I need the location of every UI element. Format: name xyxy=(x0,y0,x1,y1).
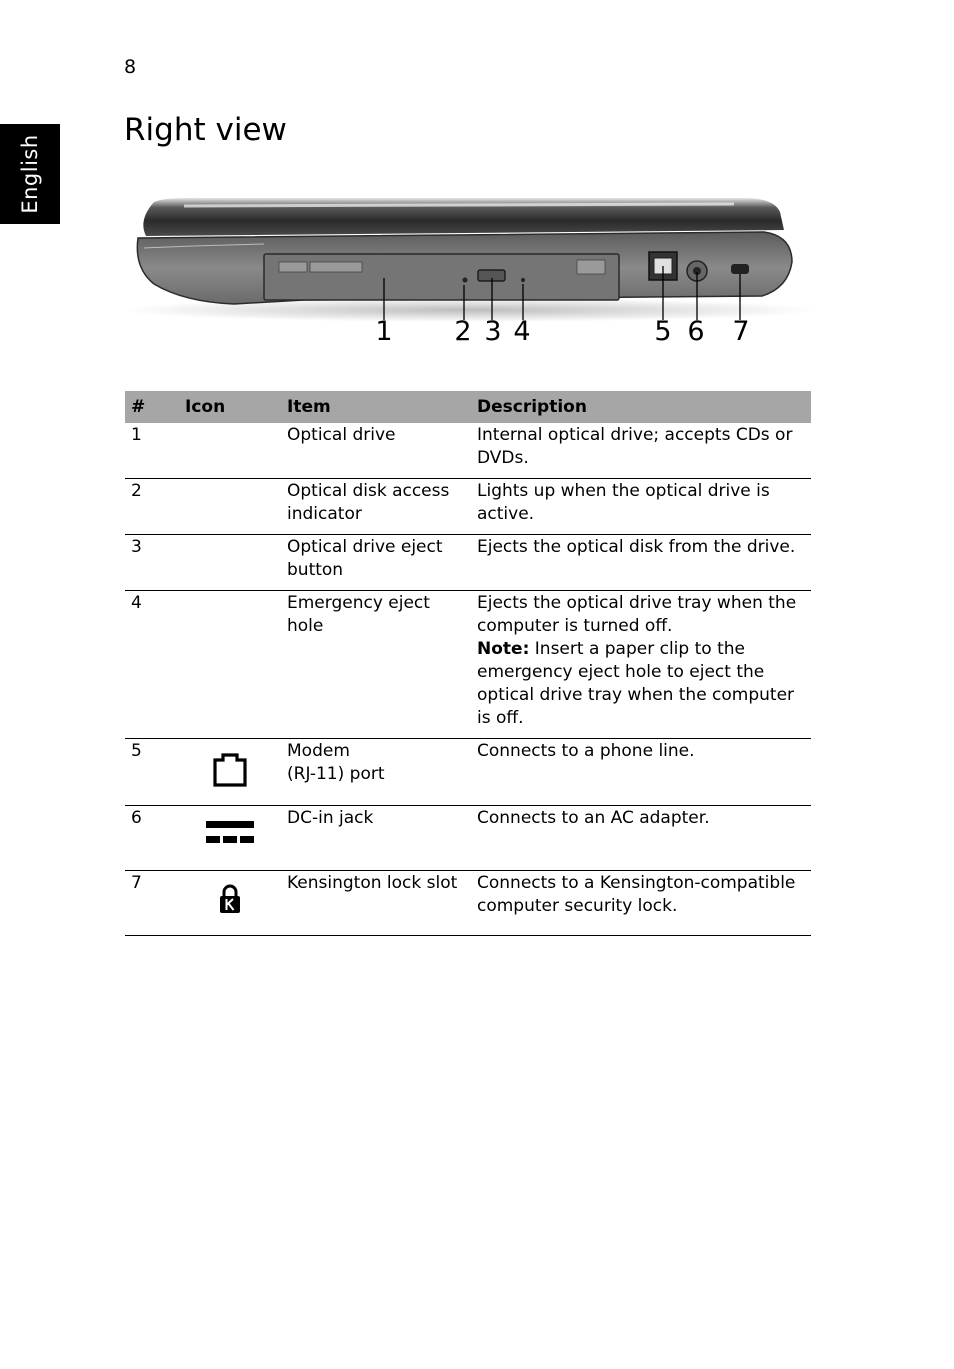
kensington-lock-icon xyxy=(218,884,242,914)
note-label: Note: xyxy=(477,639,530,659)
table-row xyxy=(125,423,811,479)
table-header-row xyxy=(125,391,811,423)
row-item: Optical drive xyxy=(281,423,471,479)
note-text: Insert a paper clip to the emergency eject hole to eject the optical drive tray when the computer is off. xyxy=(477,639,795,728)
callout-1: 1 xyxy=(375,316,393,347)
callout-6: 6 xyxy=(687,316,705,347)
row-number: 7 xyxy=(125,871,179,936)
table-row xyxy=(125,871,811,936)
row-icon-cell xyxy=(179,479,281,535)
row-icon-cell xyxy=(179,739,281,806)
header-number: # xyxy=(125,391,179,423)
row-number: 1 xyxy=(125,423,179,479)
table-row xyxy=(125,591,811,739)
row-icon-cell xyxy=(179,423,281,479)
table-row xyxy=(125,479,811,535)
row-description: Connects to a phone line. xyxy=(471,739,811,806)
row-number: 4 xyxy=(125,591,179,739)
row-icon-cell xyxy=(179,871,281,936)
row-description: Lights up when the optical drive is active. xyxy=(471,479,811,535)
port-spec-table xyxy=(125,391,811,936)
laptop-right-view-figure xyxy=(124,192,814,362)
table-row xyxy=(125,806,811,871)
header-icon: Icon xyxy=(179,391,281,423)
row-icon-cell xyxy=(179,535,281,591)
callout-7: 7 xyxy=(732,316,750,347)
row-description: Connects to an AC adapter. xyxy=(471,806,811,871)
row-description: Connects to a Kensington-compatible computer security lock. xyxy=(471,871,811,936)
modem-port-icon xyxy=(212,752,248,788)
row-item: DC-in jack xyxy=(281,806,471,871)
item-line-1: Modem xyxy=(287,741,350,761)
page-number: 8 xyxy=(124,56,137,78)
row-item: Optical drive eject button xyxy=(281,535,471,591)
callout-4: 4 xyxy=(513,316,531,347)
table-row xyxy=(125,739,811,806)
note-paragraph xyxy=(477,638,805,730)
row-item: Kensington lock slot xyxy=(281,871,471,936)
row-description xyxy=(471,591,811,739)
language-side-tab xyxy=(0,124,60,224)
row-description: Internal optical drive; accepts CDs or DVDs. xyxy=(471,423,811,479)
callout-3: 3 xyxy=(484,316,502,347)
row-item: Optical disk access indicator xyxy=(281,479,471,535)
callout-2: 2 xyxy=(454,316,472,347)
page-title: Right view xyxy=(124,112,287,148)
row-icon-cell xyxy=(179,806,281,871)
row-number: 6 xyxy=(125,806,179,871)
dc-in-icon xyxy=(206,819,254,845)
row-number: 2 xyxy=(125,479,179,535)
laptop-right-side-illustration xyxy=(124,192,814,322)
row-item xyxy=(281,739,471,806)
callout-5: 5 xyxy=(654,316,672,347)
table-row xyxy=(125,535,811,591)
header-item: Item xyxy=(281,391,471,423)
row-number: 5 xyxy=(125,739,179,806)
item-line-2: (RJ-11) port xyxy=(287,764,385,784)
header-description: Description xyxy=(471,391,811,423)
row-icon-cell xyxy=(179,591,281,739)
row-description: Ejects the optical disk from the drive. xyxy=(471,535,811,591)
description-text: Ejects the optical drive tray when the computer is turned off. xyxy=(477,593,797,636)
side-tab-label: English xyxy=(18,134,42,214)
row-number: 3 xyxy=(125,535,179,591)
row-item: Emergency eject hole xyxy=(281,591,471,739)
